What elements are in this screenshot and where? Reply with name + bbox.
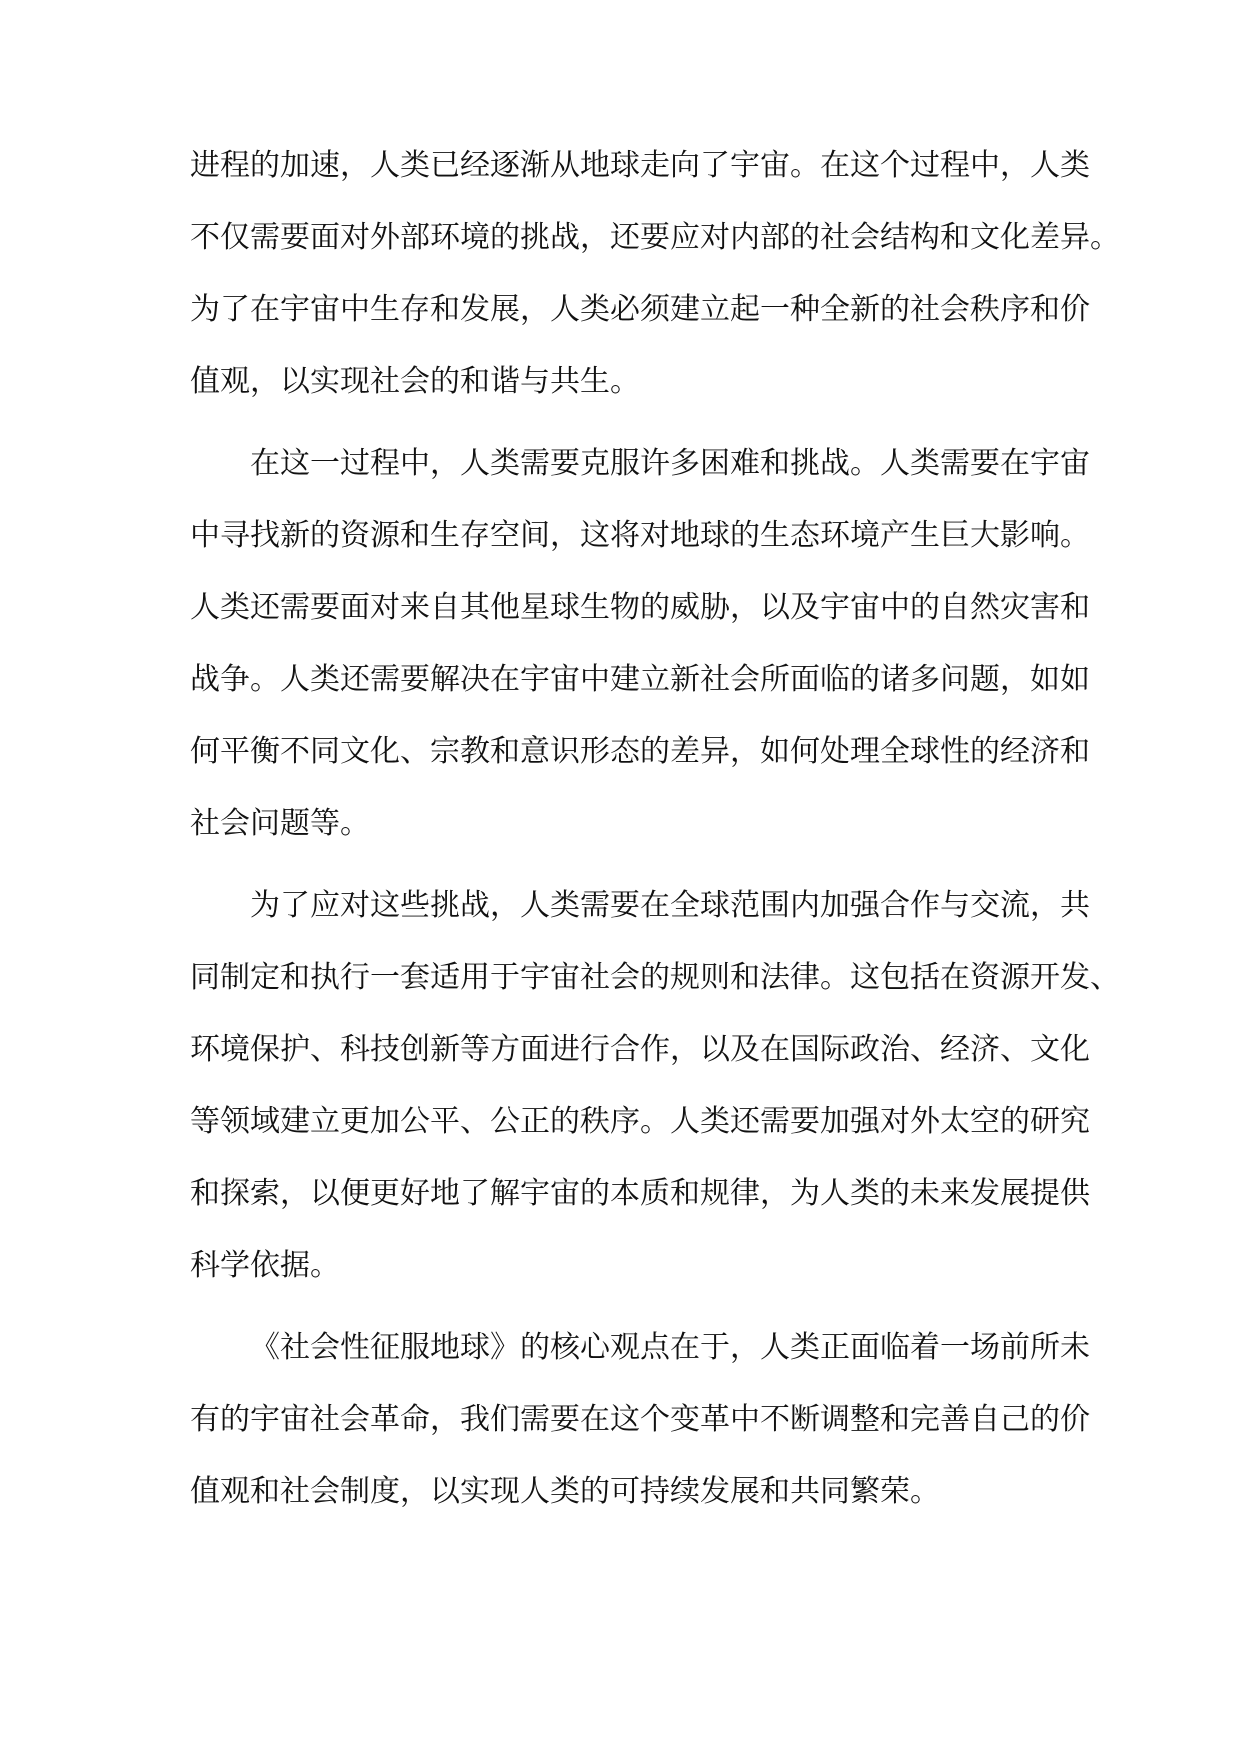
- text-line: 科学依据。: [190, 1248, 340, 1283]
- text-line: 不仅需要面对外部环境的挑战，还要应对内部的社会结构和文化差异。: [190, 220, 1120, 255]
- paragraph-3: [190, 880, 1120, 1312]
- paragraph-4: [190, 1322, 1090, 1538]
- text-line: 有的宇宙社会革命，我们需要在这个变革中不断调整和完善自己的价: [190, 1402, 1090, 1437]
- text-line: 为了应对这些挑战，人类需要在全球范围内加强合作与交流，共: [250, 888, 1090, 923]
- text-line: 和探索，以便更好地了解宇宙的本质和规律，为人类的未来发展提供: [190, 1176, 1090, 1211]
- text-line: 进程的加速，人类已经逐渐从地球走向了宇宙。在这个过程中，人类: [190, 148, 1090, 183]
- text-line: 何平衡不同文化、宗教和意识形态的差异，如何处理全球性的经济和: [190, 734, 1090, 769]
- text-line: 《社会性征服地球》的核心观点在于，人类正面临着一场前所未: [250, 1330, 1090, 1365]
- text-line: 等领域建立更加公平、公正的秩序。人类还需要加强对外太空的研究: [190, 1104, 1090, 1139]
- text-line: 值观和社会制度，以实现人类的可持续发展和共同繁荣。: [190, 1474, 940, 1509]
- text-line: 为了在宇宙中生存和发展，人类必须建立起一种全新的社会秩序和价: [190, 292, 1090, 327]
- text-line: 在这一过程中，人类需要克服许多困难和挑战。人类需要在宇宙: [250, 446, 1090, 481]
- paragraph-2: [190, 438, 1090, 870]
- text-line: 值观，以实现社会的和谐与共生。: [190, 364, 640, 399]
- text-line: 社会问题等。: [190, 806, 370, 841]
- text-line: 中寻找新的资源和生存空间，这将对地球的生态环境产生巨大影响。: [190, 518, 1090, 553]
- text-line: 同制定和执行一套适用于宇宙社会的规则和法律。这包括在资源开发、: [190, 960, 1120, 995]
- body-text: [190, 140, 1120, 1548]
- text-line: 人类还需要面对来自其他星球生物的威胁，以及宇宙中的自然灾害和: [190, 590, 1090, 625]
- paragraph-1: [190, 140, 1120, 428]
- text-line: 战争。人类还需要解决在宇宙中建立新社会所面临的诸多问题，如如: [190, 662, 1090, 697]
- text-line: 环境保护、科技创新等方面进行合作，以及在国际政治、经济、文化: [190, 1032, 1090, 1067]
